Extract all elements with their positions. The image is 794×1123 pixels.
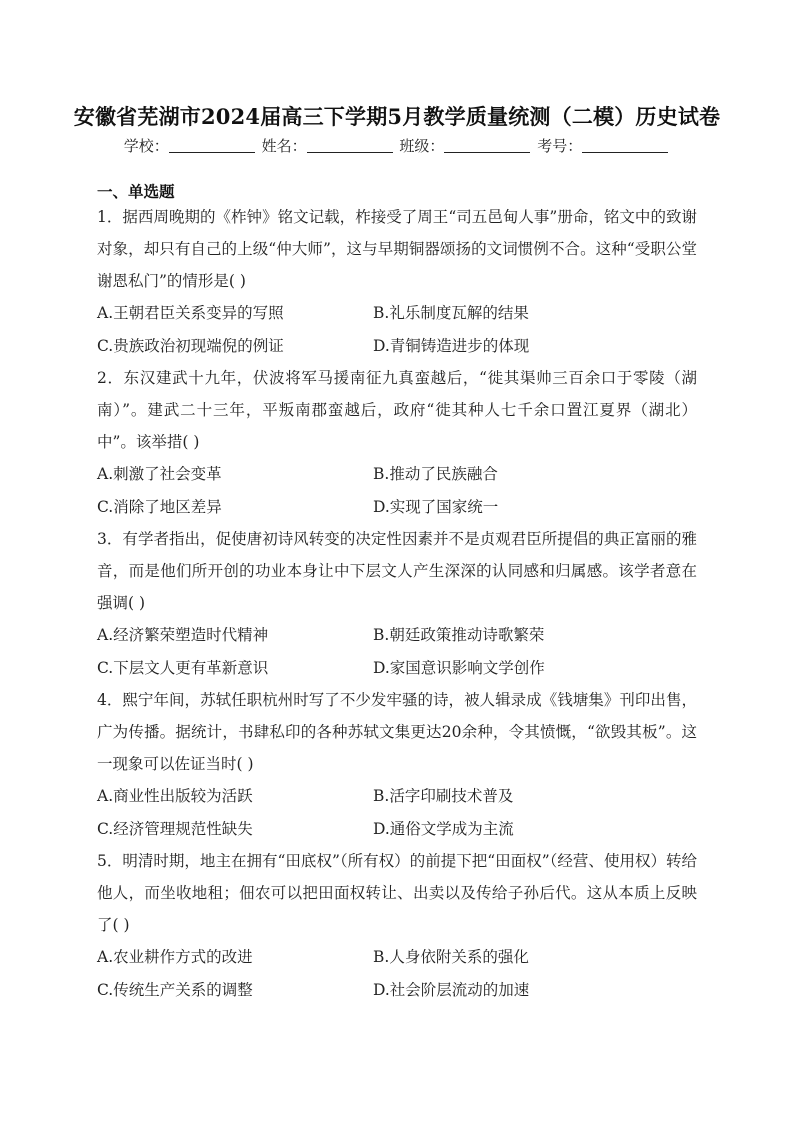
option-a: A.刺激了社会变革 <box>97 465 222 483</box>
section-heading: 一、单选题 <box>97 182 175 201</box>
option-d: D.实现了国家统一 <box>373 497 499 516</box>
question-stem: 5．明清时期，地主在拥有“田底权”（所有权）的前提下把“田面权”（经营、使用权）转给他人，而坐收地租；佃农可以把田面权转让、出卖以及传给子孙后代。这从本质上反映了( ) <box>97 852 697 934</box>
option-b: B.朝廷政策推动诗歌繁荣 <box>373 626 545 644</box>
option-a: A.商业性出版较为活跃 <box>97 787 253 805</box>
option-c: C.传统生产关系的调整 <box>97 980 253 999</box>
option-b: B.活字印刷技术普及 <box>373 787 514 805</box>
option-group <box>97 619 697 684</box>
school-blank <box>169 138 255 153</box>
option-group <box>97 941 697 1006</box>
student-info-line <box>0 135 794 156</box>
name-blank <box>307 138 393 153</box>
option-c: C.消除了地区差异 <box>97 497 222 516</box>
question-2 <box>97 362 697 523</box>
option-group <box>97 458 697 523</box>
option-d: D.青铜铸造进步的体现 <box>373 336 530 355</box>
option-b: B.礼乐制度瓦解的结果 <box>373 304 529 322</box>
option-c: C.下层文人更有革新意识 <box>97 658 269 677</box>
question-1 <box>97 201 697 362</box>
class-blank <box>444 138 530 153</box>
option-a: A.王朝君臣关系变异的写照 <box>97 304 284 322</box>
option-d: D.家国意识影响文学创作 <box>373 658 545 677</box>
option-group <box>97 780 697 845</box>
option-c: C.贵族政治初现端倪的例证 <box>97 336 284 355</box>
option-a: A.经济繁荣塑造时代精神 <box>97 626 269 644</box>
question-4 <box>97 684 697 845</box>
question-5 <box>97 845 697 1006</box>
question-stem: 4．熙宁年间，苏轼任职杭州时写了不少发牢骚的诗，被人辑录成《钱塘集》刊印出售，广为传播。据统计，书肆私印的各种苏轼文集更达20余种，令其愤慨，“欲毁其板”。这一现象可以佐证当时( ) <box>97 691 697 773</box>
question-list <box>97 201 697 1006</box>
option-d: D.通俗文学成为主流 <box>373 819 514 838</box>
question-stem: 2．东汉建武十九年，伏波将军马援南征九真蛮越后，“徙其渠帅三百余口于零陵（湖南）”。建武二十三年，平叛南郡蛮越后，政府“徙其种人七千余口置江夏界（湖北）中”。该举措( ) <box>97 369 697 451</box>
option-group <box>97 297 697 362</box>
question-3 <box>97 523 697 684</box>
option-a: A.农业耕作方式的改进 <box>97 948 253 966</box>
option-b: B.人身依附关系的强化 <box>373 948 529 966</box>
option-c: C.经济管理规范性缺失 <box>97 819 253 838</box>
option-b: B.推动了民族融合 <box>373 465 498 483</box>
school-label: 学校： <box>123 137 169 155</box>
name-label: 姓名： <box>261 137 307 155</box>
option-d: D.社会阶层流动的加速 <box>373 980 530 999</box>
class-label: 班级： <box>399 137 445 155</box>
exam-number-blank <box>582 138 668 153</box>
question-stem: 3．有学者指出，促使唐初诗风转变的决定性因素并不是贞观君臣所提倡的典正富丽的雅音，而是他们所开创的功业本身让中下层文人产生深深的认同感和归属感。该学者意在强调( ) <box>97 530 697 612</box>
question-stem: 1．据西周晚期的《柞钟》铭文记载，柞接受了周王“司五邑甸人事”册命，铭文中的致谢对象，却只有自己的上级“仲大师”，这与早期铜器颂扬的文词惯例不合。这种“受职公堂谢恩私门”的情形是( ) <box>97 208 697 290</box>
exam-title: 安徽省芜湖市2024届高三下学期5月教学质量统测（二模）历史试卷 <box>73 104 721 129</box>
exam-number-label: 考号： <box>537 137 583 155</box>
